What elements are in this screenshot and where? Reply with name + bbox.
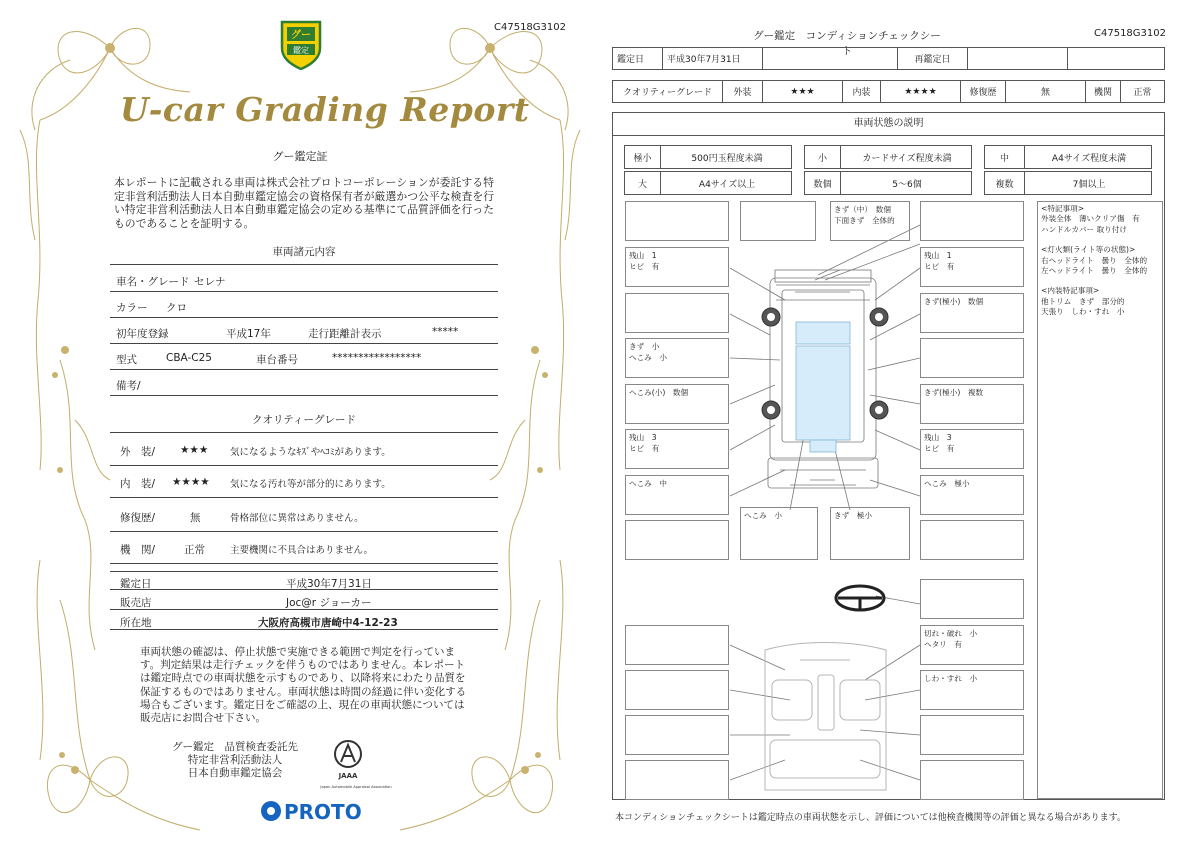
- repair-history-row: [110, 500, 498, 532]
- inspection-date-row: [110, 571, 498, 590]
- model-label: 型式: [116, 354, 137, 366]
- size-small-value: カードサイズ程度未満: [862, 153, 952, 164]
- damage-box-left-6: 残山 3 ヒビ 有: [625, 429, 729, 469]
- size-tiny-value: 500円玉程度未満: [691, 153, 763, 164]
- sheet-engine-label: 機関: [1086, 81, 1121, 103]
- damage-box-right-8: [920, 520, 1024, 560]
- notes-line: ハンドルカバー 取り付け: [1041, 224, 1127, 234]
- sheet-date-blank: [763, 48, 898, 70]
- damage-box-steering: [920, 579, 1024, 619]
- name-grade-label: 車名・グレード: [116, 276, 190, 288]
- condition-check-sheet: [600, 0, 1200, 848]
- exterior-label: 外 装/: [120, 446, 156, 458]
- exterior-stars: ★★★: [180, 444, 209, 456]
- interior-label: 内 装/: [120, 478, 156, 490]
- size-count-label: 数個: [805, 172, 841, 194]
- size-large-value: A4サイズ以上: [698, 179, 756, 190]
- size-tiny: [624, 145, 792, 169]
- first-registration-value: 平成17年: [226, 328, 271, 340]
- notes-line: [1041, 235, 1159, 245]
- size-small: [804, 145, 972, 169]
- color-value: クロ: [166, 302, 187, 314]
- size-multiple: [984, 171, 1152, 195]
- damage-box-right-3: きず(極小) 数個: [920, 293, 1024, 333]
- interior-box-left-3: [625, 715, 729, 755]
- explain-heading: 車両状態の説明: [612, 112, 1165, 136]
- quality-grade-table: [612, 80, 1165, 103]
- inspector-line-2: 特定非営利活動法人: [187, 754, 283, 766]
- notes-line: [1041, 276, 1159, 286]
- address-row: [110, 611, 498, 630]
- sheet-date-label: 鑑定日: [613, 48, 663, 70]
- size-large: [624, 171, 792, 195]
- notes-line: 天張り しわ・すれ 小: [1041, 307, 1125, 317]
- jaaa-subtext: Japan Automobile Appraisal Association: [320, 785, 392, 789]
- interior-description: 気になる汚れ等が部分的にあります。: [230, 479, 391, 490]
- notes-line: 他トリム きず 部分的: [1041, 296, 1125, 306]
- damage-box-left-7: へこみ 中: [625, 475, 729, 515]
- sheet-interior-label: 内装: [843, 81, 881, 103]
- name-grade-row: [110, 266, 498, 292]
- inspector-line-3: 日本自動車鑑定協会: [187, 767, 283, 779]
- size-small-label: 小: [805, 146, 841, 168]
- interior-box-left-1: [625, 625, 729, 665]
- sheet-code: C47518G3102: [1094, 28, 1166, 39]
- proto-logo: [258, 796, 362, 826]
- certificate-intro-text: 本レポートに記載される車両は株式会社プロトコーポレーションが委託する特定非営利活動法人日本自動車鑑定協会の資格保有者が厳選かつ公平な検査を行い特定非営利活動法人日本自動車鑑定協会の定める基準にて品質評価を行ったものであることを証明する。: [114, 176, 494, 230]
- jaaa-emblem-icon: [314, 738, 398, 794]
- address-value: 大阪府高槻市唐崎中4-12-23: [258, 617, 398, 629]
- damage-box-right-7: へこみ 極小: [920, 475, 1024, 515]
- engine-row: [110, 532, 498, 564]
- size-count-value: 5～6個: [892, 179, 922, 190]
- proto-text: PROTO: [284, 800, 362, 824]
- chassis-label: 車台番号: [256, 354, 298, 366]
- damage-box-bottom-center: きず 極小: [830, 507, 910, 560]
- damage-box-right-4: [920, 338, 1024, 378]
- dealer-row: [110, 591, 498, 610]
- jaaa-logo: [314, 738, 398, 794]
- damage-box-top-center: きず（中） 数個 下面きず 全体的: [830, 201, 910, 241]
- inspection-date-table: [612, 47, 1165, 70]
- inspection-date-value: 平成30年7月31日: [286, 578, 372, 590]
- damage-box-top-mid: [740, 201, 816, 241]
- notes-line: 右ヘッドライト 曇り 全体的: [1041, 255, 1148, 265]
- repair-history-description: 骨格部位に異常はありません。: [230, 513, 364, 524]
- damage-box-left-8: [625, 520, 729, 560]
- sheet-exterior-label: 外装: [723, 81, 763, 103]
- redate-label: 再鑑定日: [898, 48, 968, 70]
- inspector-info: [150, 741, 320, 780]
- sheet-repair-label: 修復歴: [961, 81, 1006, 103]
- size-medium-label: 中: [985, 146, 1025, 168]
- damage-box-left-4: きず 小 へこみ 小: [625, 338, 729, 378]
- color-row: [110, 292, 498, 318]
- certificate-subtitle: グー鑑定証: [272, 150, 328, 163]
- address-label: 所在地: [120, 617, 152, 629]
- interior-grade-row: [110, 466, 498, 498]
- interior-box-left-4: [625, 760, 729, 800]
- remarks-row: [110, 370, 498, 396]
- damage-box-right-6: 残山 3 ヒビ 有: [920, 429, 1024, 469]
- damage-box-left-5: へこみ(小) 数個: [625, 384, 729, 424]
- sheet-exterior-stars: ★★★: [763, 81, 843, 103]
- certificate-code: C47518G3102: [494, 22, 566, 33]
- proto-brand-icon: [258, 796, 362, 826]
- inspector-line-1: グー鑑定 品質検査委託先: [172, 741, 298, 753]
- interior-box-right-1: 切れ・破れ 小 ヘタリ 有: [920, 625, 1024, 665]
- quality-section-heading: クオリティーグレード: [110, 412, 498, 433]
- sheet-date-value: 平成30年7月31日: [663, 48, 763, 70]
- size-multiple-label: 複数: [985, 172, 1025, 194]
- special-notes: [1037, 201, 1163, 799]
- report-title: U-car Grading Report: [120, 90, 530, 129]
- dealer-value: Joc@r ジョーカー: [286, 597, 372, 609]
- damage-box-right-5: きず(極小) 複数: [920, 384, 1024, 424]
- dealer-label: 販売店: [120, 597, 152, 609]
- vehicle-section-heading: 車両諸元内容: [110, 244, 498, 265]
- size-medium: [984, 145, 1152, 169]
- size-multiple-value: 7個以上: [1072, 179, 1106, 190]
- exterior-grade-row: [110, 434, 498, 466]
- svg-text:グー: グー: [291, 30, 311, 41]
- sheet-title: グー鑑定 コンディションチェックシート: [753, 30, 941, 57]
- notes-line: 左ヘッドライト 曇り 全体的: [1041, 266, 1148, 276]
- engine-value: 正常: [184, 544, 205, 556]
- redate-value: [968, 48, 1068, 70]
- size-medium-value: A4サイズ程度未満: [1051, 153, 1127, 164]
- notes-line: <特記事項>: [1041, 204, 1085, 213]
- name-grade-value: セレナ: [194, 276, 226, 288]
- repair-history-value: 無: [190, 512, 201, 524]
- goo-shield-icon: [278, 18, 324, 70]
- damage-box-left-3: [625, 293, 729, 333]
- size-large-label: 大: [625, 172, 661, 194]
- first-registration-row: [110, 318, 498, 344]
- first-registration-label: 初年度登録: [116, 328, 169, 340]
- redate-blank: [1068, 48, 1165, 70]
- color-label: カラー: [116, 302, 148, 314]
- interior-box-right-2: しわ・すれ 小: [920, 670, 1024, 710]
- damage-box-top-left: [625, 201, 729, 241]
- sheet-footer-note: 本コンディションチェックシートは鑑定時点の車両状態を示し、評価については他検査機関等の評価と異なる場合があります。: [615, 813, 1126, 823]
- svg-text:鑑定: 鑑定: [293, 46, 309, 55]
- damage-box-right-1: [920, 201, 1024, 241]
- repair-history-label: 修復歴/: [120, 512, 156, 524]
- jaaa-text: JAAA: [338, 772, 358, 780]
- remarks-label: 備考/: [116, 380, 141, 392]
- mileage-label: 走行距離計表示: [308, 328, 382, 340]
- interior-stars: ★★★★: [172, 476, 210, 488]
- interior-box-right-4: [920, 760, 1024, 800]
- model-value: CBA-C25: [166, 352, 212, 364]
- interior-box-left-2: [625, 670, 729, 710]
- notes-line: <内装特記事項>: [1041, 286, 1100, 296]
- sheet-interior-stars: ★★★★: [881, 81, 961, 103]
- damage-box-right-2: 残山 1 ヒビ 有: [920, 247, 1024, 287]
- damage-box-bottom-left: へこみ 小: [740, 507, 818, 560]
- mileage-value: *****: [432, 326, 459, 338]
- notes-line: 外装全体 薄いクリア傷 有: [1041, 214, 1140, 224]
- exterior-description: 気になるようなｷｽﾞやﾍｺﾐがあります。: [230, 447, 391, 458]
- inspection-date-label: 鑑定日: [120, 578, 152, 590]
- size-count: [804, 171, 972, 195]
- engine-label: 機 関/: [120, 544, 156, 556]
- size-tiny-label: 極小: [625, 146, 661, 168]
- sheet-quality-label: クオリティーグレード: [613, 81, 723, 103]
- damage-box-left-2: 残山 1 ヒビ 有: [625, 247, 729, 287]
- certificate-notice-text: 車両状態の確認は、停止状態で実施できる範囲で判定を行っています。判定結果は走行チェックを伴うものではありません。本レポートは鑑定時点での車両状態を示すものであり、以降将来にわたり品質を保証するものではありません。車両状態は時間の経過に伴い変化する場合もございます。鑑定日をご確認の上、現在の車両状態については販売店にお問合せ下さい。: [140, 646, 467, 725]
- sheet-repair-value: 無: [1006, 81, 1086, 103]
- interior-box-right-3: [920, 715, 1024, 755]
- sheet-engine-value: 正常: [1121, 81, 1165, 103]
- engine-description: 主要機関に不具合はありません。: [230, 545, 374, 556]
- goo-kantei-logo: [278, 18, 324, 70]
- notes-line: <灯火類(ライト等の状態)>: [1041, 245, 1136, 255]
- model-row: [110, 344, 498, 370]
- chassis-value: *****************: [332, 352, 422, 364]
